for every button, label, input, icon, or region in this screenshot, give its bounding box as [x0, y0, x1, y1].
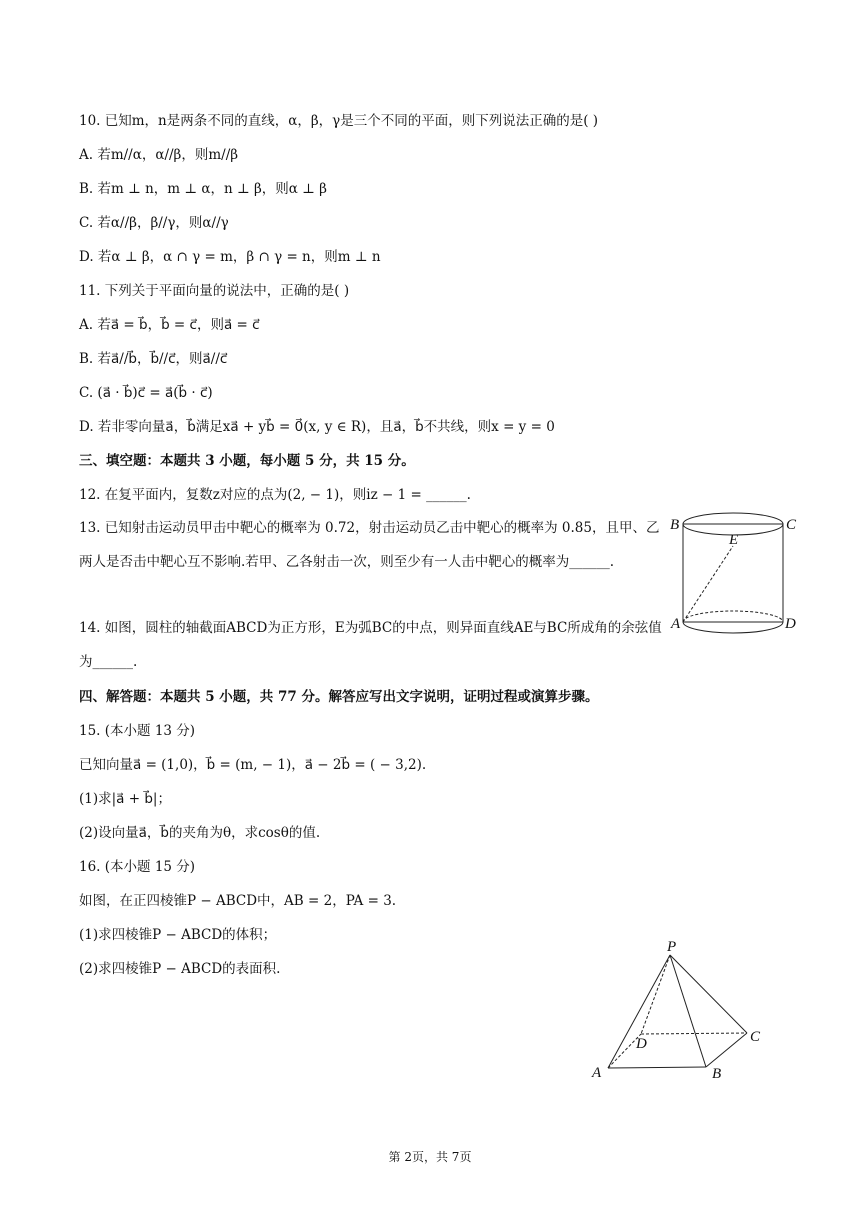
q11-stem: 11. 下列关于平面向量的说法中，正确的是( ): [79, 283, 350, 299]
pyramid-label-c: C: [750, 1029, 761, 1045]
q16-given: 如图，在正四棱锥P − ABCD中，AB = 2，PA = 3.: [79, 893, 397, 909]
q10-option-b: B. 若m ⊥ n，m ⊥ α，n ⊥ β，则α ⊥ β: [79, 181, 327, 197]
q10-stem: 10. 已知m，n是两条不同的直线，α，β，γ是三个不同的平面，则下列说法正确的是( ): [79, 113, 599, 129]
q15-header: 15. (本小题 13 分): [79, 723, 196, 739]
q16-part2: (2)求四棱锥P − ABCD的表面积.: [79, 961, 281, 977]
cylinder-label-e: E: [729, 532, 739, 548]
q11-option-b: B. 若a⃗//b⃗，b⃗//c⃗，则a⃗//c⃗: [79, 351, 228, 367]
q15-part1: (1)求|a⃗ + b⃗|；: [79, 791, 171, 807]
q15-part2: (2)设向量a⃗，b⃗的夹角为θ，求cosθ的值.: [79, 825, 321, 841]
section-fill-in-title: 三、填空题：本题共 3 小题，每小题 5 分，共 15 分。: [79, 453, 415, 469]
cylinder-figure: [668, 510, 808, 650]
q12: 12. 在复平面内，复数z对应的点为(2, − 1)，则iz − 1 = ______.: [79, 487, 471, 503]
q10-option-a: A. 若m//α，α//β，则m//β: [79, 147, 239, 163]
q16-header: 16. (本小题 15 分): [79, 859, 196, 875]
q14: 14. 如图，圆柱的轴截面ABCD为正方形，E为弧BC的中点，则异面直线AE与BC所成角的余弦值为______.: [79, 620, 662, 670]
q10-option-c: C. 若α//β，β//γ，则α//γ: [79, 215, 229, 231]
q15-given: 已知向量a⃗ = (1,0)，b⃗ = (m, − 1)，a⃗ − 2b⃗ = ( − 3,2).: [79, 757, 427, 773]
q11-option-a: A. 若a⃗ = b⃗，b⃗ = c⃗，则a⃗ = c⃗: [79, 317, 260, 333]
cylinder-label-a: A: [671, 616, 681, 632]
pyramid-label-a: A: [592, 1065, 602, 1081]
pyramid-label-p: P: [667, 939, 677, 955]
q13: 13. 已知射击运动员甲击中靶心的概率为 0.72，射击运动员乙击中靶心的概率为 0.85，且甲、乙两人是否击中靶心互不影响.若甲、乙各射击一次，则至少有一人击中靶心的概率为______.: [79, 520, 660, 570]
cylinder-label-c: C: [786, 517, 797, 533]
q11-option-c: C. (a⃗ · b⃗)c⃗ = a⃗(b⃗ · c⃗): [79, 385, 213, 401]
pyramid-figure: [584, 934, 774, 1084]
q11-option-d: D. 若非零向量a⃗，b⃗满足xa⃗ + yb⃗ = 0⃗(x, y ∈ R)，且a⃗，b⃗不共线，则x = y = 0: [79, 419, 555, 435]
pyramid-label-b: B: [712, 1066, 722, 1082]
cylinder-label-d: D: [785, 616, 796, 632]
section-answer-title: 四、解答题：本题共 5 小题，共 77 分。解答应写出文字说明，证明过程或演算步骤。: [79, 689, 599, 705]
pyramid-label-d: D: [636, 1036, 647, 1052]
q16-part1: (1)求四棱锥P − ABCD的体积；: [79, 927, 277, 943]
q10-option-d: D. 若α ⊥ β，α ∩ γ = m，β ∩ γ = n，则m ⊥ n: [79, 249, 381, 265]
page-number: 第 2页，共 7页: [388, 1150, 472, 1164]
cylinder-label-b: B: [670, 517, 680, 533]
